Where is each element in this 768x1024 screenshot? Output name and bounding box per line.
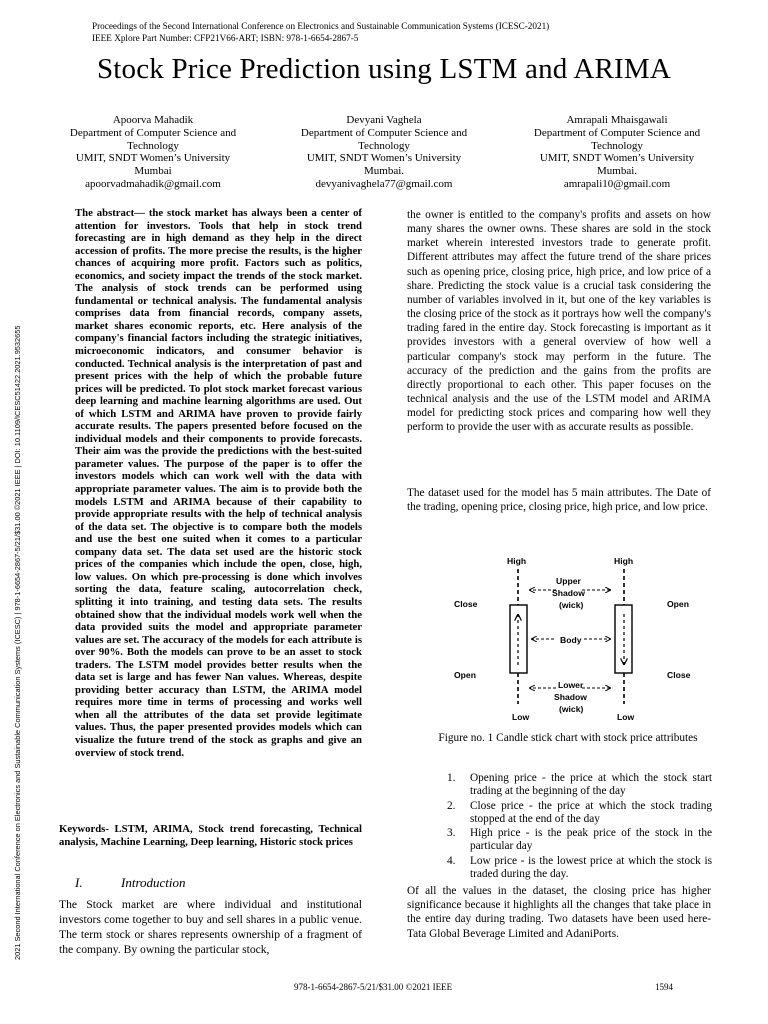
label-open-right: Open xyxy=(667,599,689,609)
label-high-right: High xyxy=(614,556,634,566)
right-paragraph-3: Of all the values in the dataset, the closing price has higher significance because it highlights all the changes that take place in the entire day during trading. Two datasets have been used here- Tata Global Beverage Limited and AdaniPorts. xyxy=(407,885,711,940)
author-name: Devyani Vaghela xyxy=(346,114,422,126)
label-close-left: Close xyxy=(454,599,478,609)
author-dept: Department of Computer Science and Technology xyxy=(533,126,701,152)
author-univ: UMIT, SNDT Women’s University xyxy=(539,152,695,165)
label-upper: Upper xyxy=(556,576,581,586)
list-number: 4. xyxy=(447,854,456,867)
section-number: I. xyxy=(75,875,83,890)
label-lower: Lower xyxy=(558,680,584,690)
label-upper-wick: (wick) xyxy=(559,600,584,610)
author-univ: UMIT, SNDT Women’s University xyxy=(306,152,462,165)
right-paragraph-2: The dataset used for the model has 5 main attributes. The Date of the trading, opening price, closing price, high price, and low price. xyxy=(407,487,711,514)
label-lower-shadow: Shadow xyxy=(554,692,587,702)
right-paragraph-1: the owner is entitled to the company's profits and assets on how many shares the owner owns. These shares are sold in the stock market wherein interested investors trade to generate profit. Different attributes may affect the future trend of the share prices such as opening price, closing price, high price, and low price of a share. Predicting the stock value is a crucial task considering the number of variables involved in it, but one of the key variables is the closing price of the stock as it portrays how well the company's trading fared in the entire day. Stock forecasting is important as it provides investors with a general overview of how well a particular company's stock may perform in the future. The accuracy of the prediction and the gains from the profits are directly proportional to each other. This paper focuses on the technical analysis and the use of the LSTM model and ARIMA model for predicting stock prices and comparing how well they perform to provide the user with as accurate results as possible. xyxy=(407,209,711,434)
author-email[interactable]: amrapali10@gmail.com xyxy=(563,177,671,190)
author-dept: Department of Computer Science and Technology xyxy=(300,126,468,152)
figure-caption: Figure no. 1 Candle stick chart with stock price attributes xyxy=(438,732,698,744)
attribute-list xyxy=(447,772,712,882)
author-block-3 xyxy=(507,114,727,191)
list-number: 2. xyxy=(447,799,456,812)
label-high-left: High xyxy=(507,556,527,566)
label-open-left: Open xyxy=(454,670,476,680)
list-number: 3. xyxy=(447,827,456,840)
label-close-right: Close xyxy=(667,670,691,680)
list-text: High price - is the peak price of the stock in the particular day xyxy=(470,827,712,853)
page-number: 1594 xyxy=(655,982,673,992)
list-text: Close price - the price at which the stock trading stopped at the end of the day xyxy=(470,799,712,825)
author-email[interactable]: devyanivaghela77@gmail.com xyxy=(315,177,453,190)
section-title: Introduction xyxy=(121,875,186,890)
doi-sidebar: 2021 Second International Conference on Electronics and Sustainable Communication Systems (ICESC) | 978-1-6654-2867-5/21/$31.00 ©2021 IEEE | DOI: 10.1109/ICESC51422.2021.9532655 xyxy=(13,325,22,960)
author-email[interactable]: apoorvadmahadik@gmail.com xyxy=(85,177,221,190)
paper-title: Stock Price Prediction using LSTM and ARIMA xyxy=(96,53,672,85)
header-line-2: IEEE Xplore Part Number: CFP21V66-ART; ISBN: 978-1-6654-2867-5 xyxy=(92,33,359,43)
author-dept: Department of Computer Science and Technology xyxy=(69,126,237,152)
author-city: Mumbai. xyxy=(596,165,638,178)
label-upper-shadow: Shadow xyxy=(552,588,585,598)
list-item xyxy=(447,855,712,882)
list-item xyxy=(447,827,712,854)
list-item xyxy=(447,772,712,799)
label-lower-wick: (wick) xyxy=(559,704,584,714)
section-heading xyxy=(75,875,186,891)
list-text: Low price - is the lowest price at which the stock is traded during the day. xyxy=(470,854,712,881)
footer-copyright: 978-1-6654-2867-5/21/$31.00 ©2021 IEEE xyxy=(294,982,453,992)
intro-paragraph: The Stock market are where individual and institutional investors come together to buy and sell shares in a public venue. The term stock or shares represents ownership of a fragment of the company. By owning the particular stock, xyxy=(59,898,362,956)
author-block-1 xyxy=(43,114,263,191)
abstract: The abstract— the stock market has always been a center of attention for investors. Tools that help in stock trend forecasting are in high demand as they help in the direct accession of profits. The more precise the results, is the higher chances of acquiring more profit. Factors such as politics, economics, and society impact the trends of the stock market. The analysis of stock trends can be performed using fundamental or technical analysis. The fundamental analysis comprises data from financial records, company assets, market shares economic reports, etc. Here analysis of the company's financial factors including the strategic initiatives, microeconomic indicators, and consumer behavior is conducted. Technical analysis is the interpretation of past and present prices with the help of which the probable future prices will be predicted. To plot stock market forecast various deep learning and machine learning algorithms are used. Out of which LSTM and ARIMA have proven to provide fairly accurate results. The papers presented before focused on the individual models and their components to provide forecasts. Their aim was the provide the predictions with the best-suited parameter values. The purpose of the paper is to offer the investors models which can work well with the data with appropriate parameter values. The aim is to provide both the models LSTM and ARIMA because of their capability to provide appropriate results with the help of technical analysis of the data set. The objective is to compare both the models and use the best one suited when it comes to a particular company data set. The data set used are the historic stock prices of the companies which include the open, close, high, low values. On which pre-processing is done which involves sorting the data, feature scaling, autocorrelation check, splitting it into training, and testing data sets. The results obtained show that the individual models work well when the data provided suits the model and appropriate parameter values are set. The accuracy of the models for each attribute is over 90%. Both the models can prove to be an asset to stock traders. The LSTM model provides better results when the data set is large and has fewer Nan values. Whereas, despite providing better accuracy than LSTM, the ARIMA model requires more time in terms of processing and works well when all the attributes of the data set provide legitimate values. Thus, the paper presented provides models which can visualize the future trend of the stock as graphs and give an overview of stock trend. xyxy=(75,207,362,759)
list-text: Opening price - the price at which the stock start trading at the beginning of the day xyxy=(470,772,712,798)
list-item xyxy=(447,800,712,827)
author-city: Mumbai. xyxy=(363,165,405,178)
label-body: Body xyxy=(560,635,582,645)
list-number: 1. xyxy=(447,772,456,784)
author-name: Amrapali Mhaisgawali xyxy=(566,114,668,126)
author-city: Mumbai xyxy=(134,165,172,178)
conference-header xyxy=(92,20,549,44)
label-low-right: Low xyxy=(617,712,635,722)
keywords: Keywords- LSTM, ARIMA, Stock trend forecasting, Technical analysis, Machine Learning, Deep learning, Historic stock prices xyxy=(59,823,362,848)
author-univ: UMIT, SNDT Women’s University xyxy=(75,152,231,165)
author-name: Apoorva Mahadik xyxy=(112,114,194,126)
author-block-2 xyxy=(274,114,494,191)
header-line-1: Proceedings of the Second International Conference on Electronics and Sustainable Communication Systems (ICESC-2021) xyxy=(92,21,550,31)
candlestick-figure xyxy=(440,552,710,724)
label-low-left: Low xyxy=(512,712,530,722)
